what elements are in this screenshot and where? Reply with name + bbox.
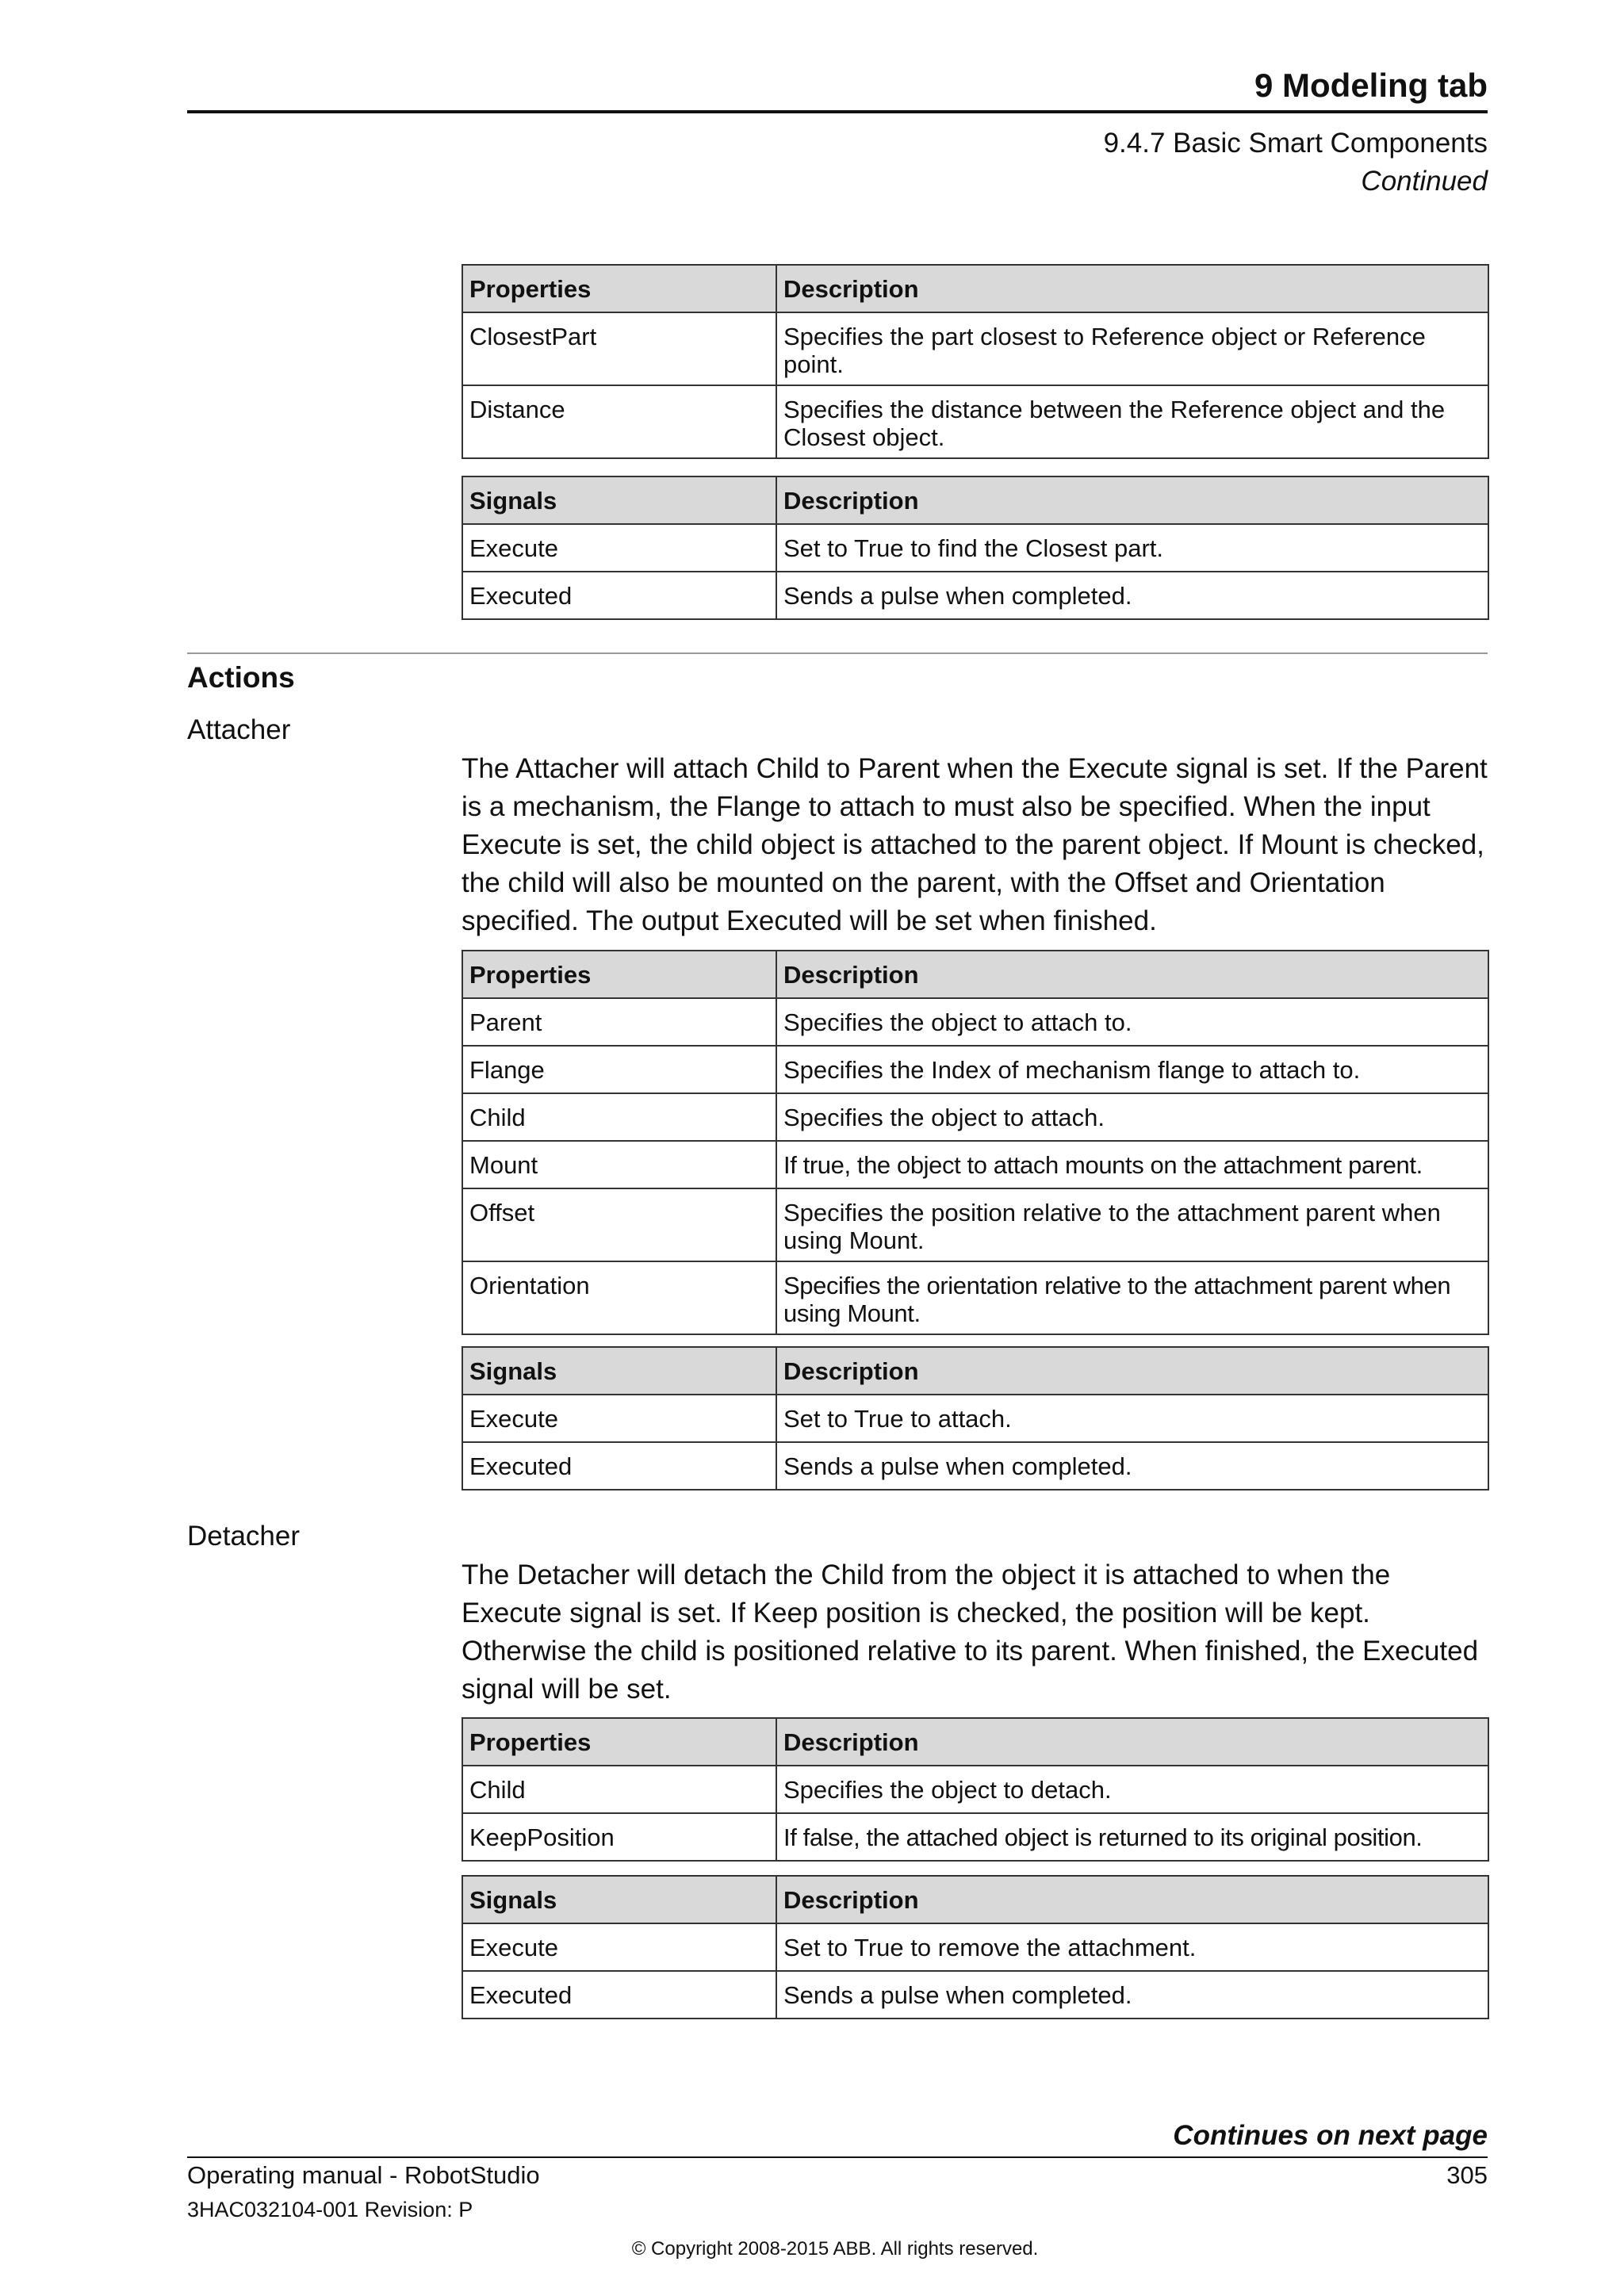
table-row <box>462 1046 1488 1093</box>
property-description: Specifies the object to attach. <box>776 1093 1488 1141</box>
page-number: 305 <box>1446 2161 1488 2189</box>
property-name: Flange <box>462 1046 776 1093</box>
table-row <box>462 1188 1488 1261</box>
signal-description: Set to True to remove the attachment. <box>776 1923 1488 1971</box>
section-reference: 9.4.7 Basic Smart Components <box>1103 128 1488 159</box>
signal-name: Executed <box>462 572 776 619</box>
property-name: Child <box>462 1766 776 1813</box>
continues-next-page: Continues on next page <box>1173 2120 1488 2151</box>
column-header: Properties <box>462 1718 776 1766</box>
property-name: Orientation <box>462 1261 776 1334</box>
property-description: Specifies the object to detach. <box>776 1766 1488 1813</box>
attacher-signals-table <box>462 1346 1489 1490</box>
table-header-row <box>462 265 1488 312</box>
table-row <box>462 1923 1488 1971</box>
column-header: Description <box>776 1876 1488 1923</box>
signal-description: Sends a pulse when completed. <box>776 1971 1488 2019</box>
table-header-row <box>462 476 1488 524</box>
attacher-heading: Attacher <box>187 714 291 745</box>
table-row <box>462 312 1488 385</box>
column-header: Description <box>776 476 1488 524</box>
detacher-heading: Detacher <box>187 1521 301 1552</box>
table-header-row <box>462 951 1488 998</box>
property-name: Child <box>462 1093 776 1141</box>
property-name: Mount <box>462 1141 776 1188</box>
column-header: Description <box>776 951 1488 998</box>
table-row <box>462 998 1488 1046</box>
table-row <box>462 1813 1488 1861</box>
detacher-properties-table <box>462 1717 1489 1862</box>
column-header: Signals <box>462 476 776 524</box>
table-row <box>462 1971 1488 2019</box>
section-divider <box>187 652 1488 654</box>
property-name: ClosestPart <box>462 312 776 385</box>
table-row <box>462 1395 1488 1442</box>
header-divider <box>187 110 1488 113</box>
signal-name: Execute <box>462 524 776 572</box>
signal-description: Set to True to find the Closest part. <box>776 524 1488 572</box>
property-description: Specifies the part closest to Reference object or Reference point. <box>776 312 1488 385</box>
property-description: If true, the object to attach mounts on the attachment parent. <box>776 1141 1488 1188</box>
property-description: Specifies the position relative to the attachment parent when using Mount. <box>776 1188 1488 1261</box>
column-header: Properties <box>462 951 776 998</box>
closest-properties-table <box>462 264 1489 459</box>
column-header: Description <box>776 265 1488 312</box>
property-name: Offset <box>462 1188 776 1261</box>
column-header: Signals <box>462 1876 776 1923</box>
signal-description: Sends a pulse when completed. <box>776 1442 1488 1490</box>
closest-signals-table <box>462 476 1489 620</box>
detacher-description: The Detacher will detach the Child from the object it is attached to when the Execute signal is set. If Keep position is checked, the position will be kept. Otherwise the child is positioned relative to its parent. When finished, the Executed signal will be set. <box>462 1559 1479 1705</box>
signal-description: Sends a pulse when completed. <box>776 572 1488 619</box>
property-description: Specifies the Index of mechanism flange to attach to. <box>776 1046 1488 1093</box>
column-header: Properties <box>462 265 776 312</box>
document-id: 3HAC032104-001 Revision: P <box>187 2198 473 2221</box>
table-header-row <box>462 1718 1488 1766</box>
table-row <box>462 1442 1488 1490</box>
footer-divider <box>187 2156 1488 2158</box>
column-header: Description <box>776 1718 1488 1766</box>
table-row <box>462 1093 1488 1141</box>
table-row <box>462 572 1488 619</box>
property-description: If false, the attached object is returned to its original position. <box>776 1813 1488 1861</box>
attacher-description: The Attacher will attach Child to Parent when the Execute signal is set. If the Parent is a mechanism, the Flange to attach to must also be specified. When the input Execute is set, the child object is attached to the parent object. If Mount is checked, the child will also be mounted on the parent, with the Offset and Orientation specified. The output Executed will be set when finished. <box>462 753 1488 936</box>
signal-description: Set to True to attach. <box>776 1395 1488 1442</box>
actions-heading: Actions <box>187 661 295 694</box>
property-name: Parent <box>462 998 776 1046</box>
signal-name: Executed <box>462 1442 776 1490</box>
table-row <box>462 1261 1488 1334</box>
attacher-properties-table <box>462 950 1489 1335</box>
detacher-signals-table <box>462 1875 1489 2019</box>
table-header-row <box>462 1876 1488 1923</box>
table-row <box>462 385 1488 458</box>
manual-name: Operating manual - RobotStudio <box>187 2161 540 2189</box>
property-description: Specifies the distance between the Reference object and the Closest object. <box>776 385 1488 458</box>
signal-name: Executed <box>462 1971 776 2019</box>
property-description: Specifies the orientation relative to the attachment parent when using Mount. <box>776 1261 1488 1334</box>
property-name: Distance <box>462 385 776 458</box>
table-row <box>462 1141 1488 1188</box>
continued-label: Continued <box>1361 166 1488 197</box>
signal-name: Execute <box>462 1923 776 1971</box>
table-row <box>462 1766 1488 1813</box>
column-header: Signals <box>462 1347 776 1395</box>
table-row <box>462 524 1488 572</box>
property-description: Specifies the object to attach to. <box>776 998 1488 1046</box>
chapter-title: 9 Modeling tab <box>1254 67 1488 104</box>
signal-name: Execute <box>462 1395 776 1442</box>
column-header: Description <box>776 1347 1488 1395</box>
property-name: KeepPosition <box>462 1813 776 1861</box>
table-header-row <box>462 1347 1488 1395</box>
copyright-notice: © Copyright 2008-2015 ABB. All rights reserved. <box>631 2238 1039 2260</box>
